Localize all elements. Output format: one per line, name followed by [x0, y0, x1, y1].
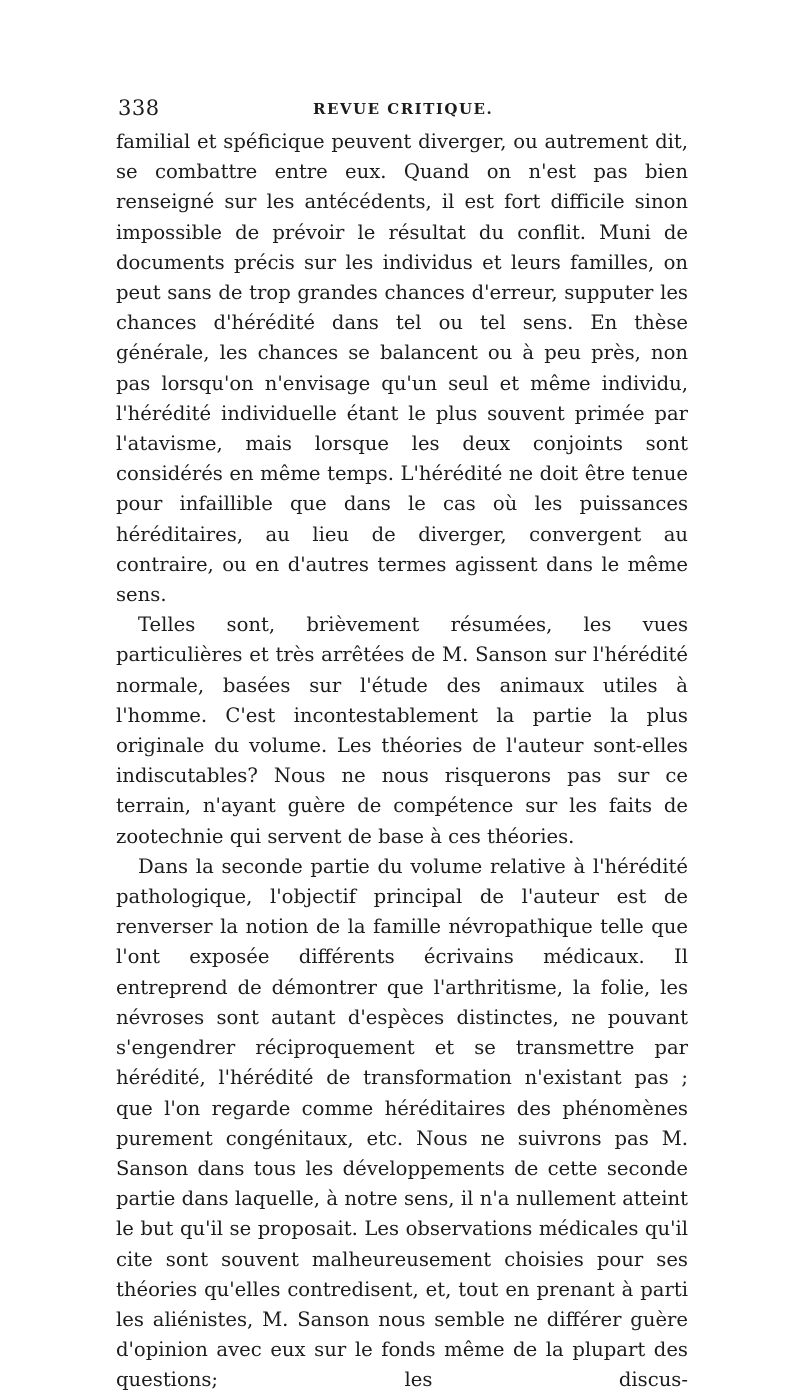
body-text	[116, 127, 688, 1396]
paragraph-2: Telles sont, brièvement résumées, les vues particulières et très arrêtées de M. Sanson sur l'hérédité normale, basées sur l'étude des animaux utiles à l'homme. C'est incontestablement la partie la plus originale du volume. Les théories de l'auteur sont-elles indiscutables? Nous ne nous risquerons pas sur ce terrain, n'ayant guère de compétence sur les faits de zootechnie qui servent de base à ces théories.	[116, 613, 688, 848]
page-number: 338	[118, 96, 160, 120]
running-head	[118, 96, 688, 126]
paragraph-1: familial et spéficique peuvent diverger, ou autrement dit, se combattre entre eux. Quand on n'est pas bien renseigné sur les antécédents, il est fort difficile sinon impossible de prévoir le résultat du conflit. Muni de documents précis sur les individus et leurs familles, on peut sans de trop grandes chances d'erreur, supputer les chances d'hérédité dans tel ou tel sens. En thèse générale, les chances se balancent ou à peu près, non pas lorsqu'on n'envisage qu'un seul et même individu, l'hérédité individuelle étant le plus souvent primée par l'atavisme, mais lorsque les deux conjoints sont considérés en même temps. L'hérédité ne doit être tenue pour infaillible que dans le cas où les puissances héréditaires, au lieu de diverger, convergent au contraire, ou en d'autres termes agissent dans le même sens.	[116, 130, 688, 607]
header-title: REVUE CRITIQUE.	[313, 100, 494, 118]
paragraph-3: Dans la seconde partie du volume relative à l'hérédité pathologique, l'objectif principal de l'auteur est de renverser la notion de la famille névropathique telle que l'ont exposée différents écrivains médicaux. Il entreprend de démontrer que l'arthritisme, la folie, les névroses sont autant d'espèces distinctes, ne pouvant s'engendrer réciproquement et se transmettre par hérédité, l'hérédité de transformation n'existant pas ; que l'on regarde comme héréditaires des phénomènes purement congénitaux, etc. Nous ne suivrons pas M. Sanson dans tous les développements de cette seconde partie dans laquelle, à notre sens, il n'a nullement atteint le but qu'il se proposait. Les observations médicales qu'il cite sont souvent malheureusement choisies pour ses théories qu'elles contredisent, et, tout en prenant à parti les aliénistes, M. Sanson nous semble ne différer guère d'opinion avec eux sur le fonds même de la plupart des questions; les discus-	[116, 854, 688, 1392]
